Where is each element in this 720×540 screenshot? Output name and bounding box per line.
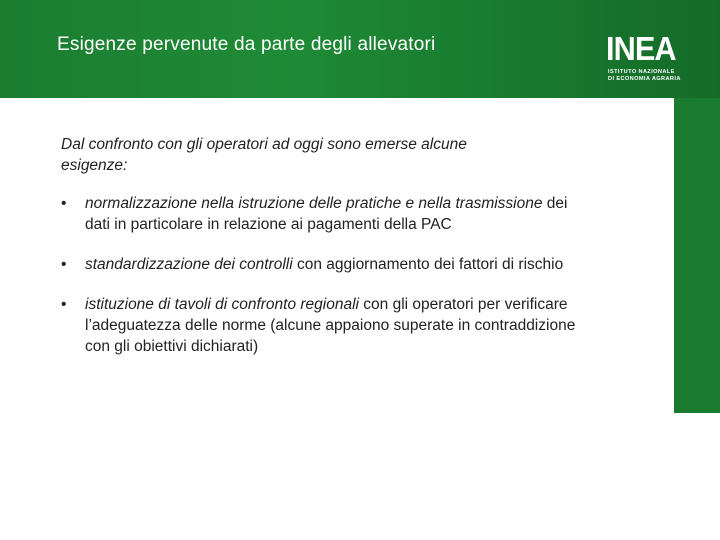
intro-text [61,134,581,176]
item-text: con aggiornamento dei fattori di rischio [292,256,564,273]
item-italic-text: normalizzazione nella istruzione delle pratiche e nella trasmissione [85,195,543,212]
item-italic-text: istituzione di tavoli di confronto regionali [85,296,359,313]
slide-body [61,134,581,376]
logo-subtitle-line-2: DI ECONOMIA AGRARIA [608,75,681,82]
header-banner [0,0,720,98]
slide-title: Esigenze pervenute da parte degli allevatori [57,34,436,55]
requirements-list [61,193,581,357]
bullet-icon: • [61,256,67,273]
item-text: con gli operatori per verificare l’adeguatezza delle norme (alcune appaiono superate in contraddizione con gli obiettivi dichiarati) [85,296,576,355]
logo-subtitle-line-1: ISTITUTO NAZIONALE [608,69,675,75]
logo-wordmark: INEA [606,30,676,67]
inea-logo [606,30,682,87]
list-item [61,254,581,275]
intro-line-2: esigenze: [61,157,128,174]
list-item [61,193,581,235]
list-item [61,294,581,357]
intro-line-1: Dal confronto con gli operatori ad oggi sono emerse alcune [61,136,467,153]
side-accent-bar [674,98,720,413]
bullet-icon: • [61,296,67,313]
item-text: dei dati in particolare in relazione ai pagamenti della PAC [85,195,568,233]
logo-subtitle [608,69,681,82]
bullet-icon: • [61,195,67,212]
item-italic-text: standardizzazione dei controlli [85,256,293,273]
